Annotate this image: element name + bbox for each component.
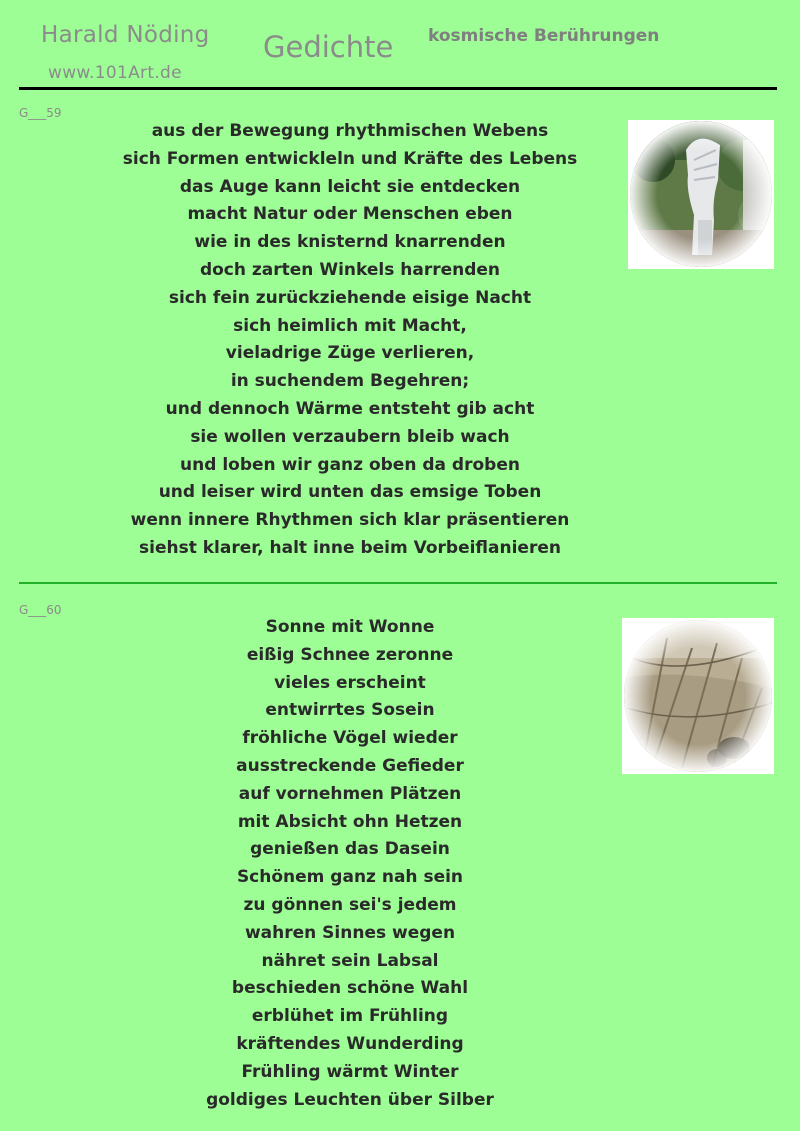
section-divider (19, 582, 777, 584)
poem-label-g60: G___60 (19, 603, 62, 617)
poem-line: kräftendes Wunderding (236, 1033, 464, 1054)
poem-line: beschieden schöne Wahl (231, 978, 469, 999)
poem-line: sie wollen verzaubern bleib wach (190, 426, 510, 447)
poem-line: wahren Sinnes wegen (244, 922, 456, 943)
poem-g60 (0, 614, 700, 1114)
poem-line: siehst klarer, halt inne beim Vorbeiflanieren (139, 537, 561, 558)
poem-line: auf vornehmen Plätzen (238, 783, 462, 804)
poem-line: und leiser wird unten das emsige Toben (158, 482, 542, 503)
author-name: Harald Nöding (41, 22, 210, 48)
poem-line: und loben wir ganz oben da droben (180, 454, 520, 475)
poem-line: wie in des knisternd knarrenden (194, 232, 506, 253)
poem-line: zu gönnen sei's jedem (243, 894, 457, 915)
poem-line: sich heimlich mit Macht, (233, 315, 467, 336)
sculpture-photo (628, 120, 774, 269)
poem-line: mit Absicht ohn Hetzen (237, 811, 463, 832)
poem-line: erblühet im Frühling (251, 1006, 449, 1027)
poem-label-g59: G___59 (19, 106, 62, 120)
poem-line: vieles erscheint (274, 672, 426, 693)
poem-line: und dennoch Wärme entsteht gib acht (165, 398, 535, 419)
page-subtitle: kosmische Berührungen (428, 26, 660, 46)
grass-photo (622, 618, 774, 774)
dry-grass-shadow-photo-icon (622, 618, 774, 774)
poem-line: eißig Schnee zeronne (246, 644, 454, 665)
poem-line: vieladrige Züge verlieren, (225, 343, 475, 364)
poem-line: goldiges Leuchten über Silber (206, 1089, 494, 1110)
poem-line: genießen das Dasein (250, 839, 450, 860)
poem-line: fröhliche Vögel wieder (242, 728, 458, 749)
page-title: Gedichte (263, 30, 394, 64)
poem-line: Schönem ganz nah sein (236, 867, 464, 888)
poem-line: Frühling wärmt Winter (241, 1061, 459, 1082)
poem-g59 (0, 118, 700, 563)
poem-line: sich Formen entwickleln und Kräfte des Lebens (122, 148, 578, 169)
poem-line: aus der Bewegung rhythmischen Webens (151, 121, 549, 141)
poem-line: nähret sein Labsal (261, 950, 439, 971)
poem-line: doch zarten Winkels harrenden (199, 259, 501, 280)
poem-line: entwirrtes Sosein (265, 700, 435, 721)
poem-line: sich fein zurückziehende eisige Nacht (168, 287, 532, 308)
poem-line: ausstreckende Gefieder (236, 755, 464, 776)
poem-line: Sonne mit Wonne (265, 617, 435, 637)
poem-line: in suchendem Begehren; (230, 371, 470, 392)
poem-line: das Auge kann leicht sie entdecken (179, 176, 521, 197)
poem-line: macht Natur oder Menschen eben (187, 204, 513, 225)
stone-sculpture-photo-icon (628, 120, 774, 269)
website-link[interactable]: www.101Art.de (48, 63, 182, 83)
poem-line: wenn innere Rhythmen sich klar präsentieren (130, 510, 570, 531)
header-divider (19, 87, 777, 90)
